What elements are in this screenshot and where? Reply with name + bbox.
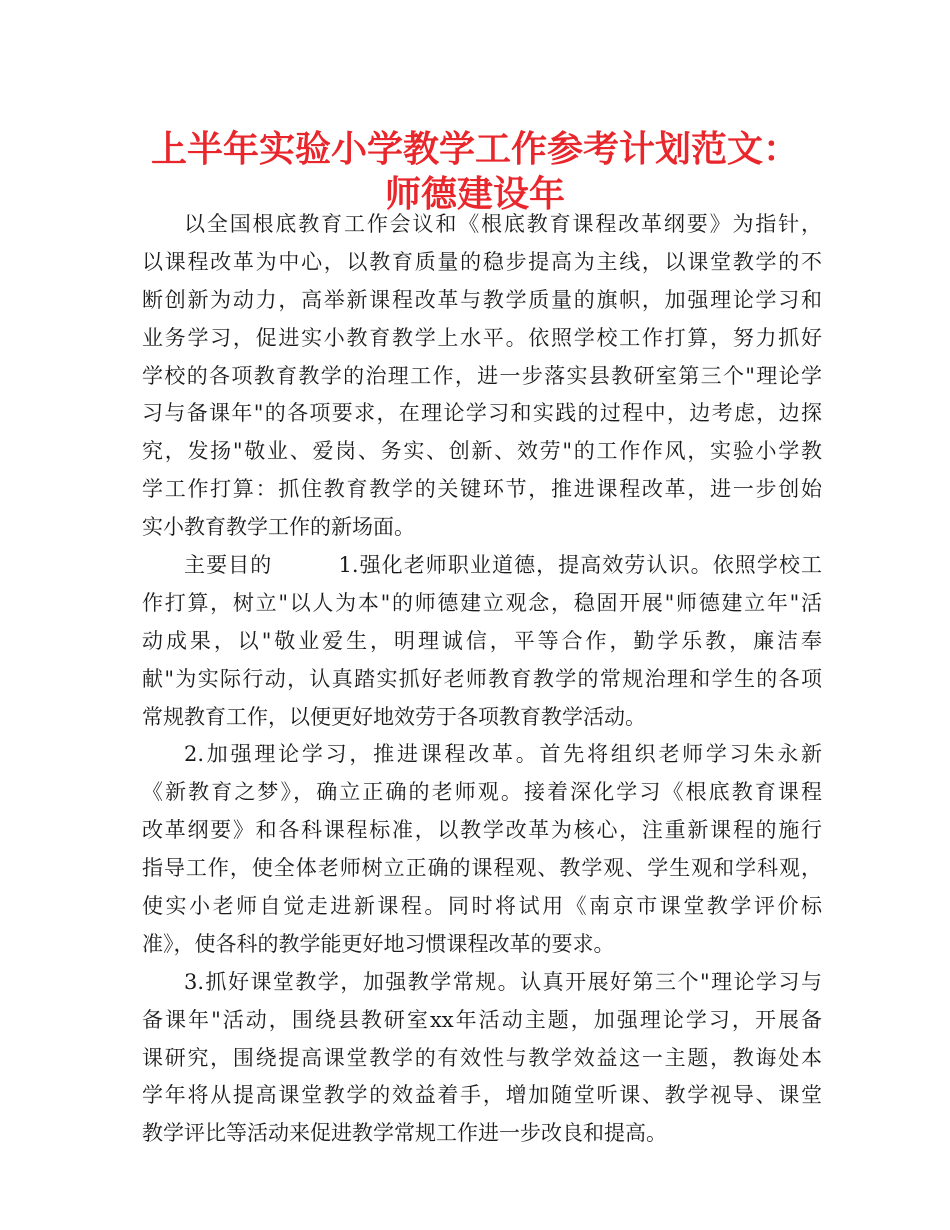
text-line: 断创新为动力，高举新课程改革与教学质量的旗帜，加强理论学习和 xyxy=(142,287,822,312)
text-line: 2.加强理论学习，推进课程改革。首先将组织老师学习朱永新 xyxy=(184,742,822,767)
text-line: 以全国根底教育工作会议和《根底教育课程改革纲要》为指针， xyxy=(184,212,822,236)
text-line: 课研究，围绕提高课堂教学的有效性与教学效益这一主题，教诲处本 xyxy=(142,1045,822,1070)
text-line: 备课年"活动，围绕县教研室xx年活动主题，加强理论学习，开展备 xyxy=(142,1007,822,1032)
text-line: 《新教育之梦》，确立正确的老师观。接着深化学习《根底教育课程 xyxy=(142,780,822,805)
text-line: 献"为实际行动，认真踏实抓好老师教育教学的常规治理和学生的各项 xyxy=(142,666,822,691)
text-line: 3.抓好课堂教学，加强教学常规。认真开展好第三个"理论学习与 xyxy=(184,969,822,994)
text-line: 使实小老师自觉走进新课程。同时将试用《南京市课堂教学评价标 xyxy=(142,894,822,919)
text-line: 指导工作，使全体老师树立正确的课程观、教学观、学生观和学科观， xyxy=(142,856,822,881)
text-line: 准》，使各科的教学能更好地习惯课程改革的要求。 xyxy=(142,931,615,956)
text-line: 学年将从提高课堂教学的效益着手，增加随堂听课、教学视导、课堂 xyxy=(142,1083,822,1108)
text-line: 以课程改革为中心，以教育质量的稳步提高为主线，以课堂教学的不 xyxy=(142,249,822,274)
text-line: 习与备课年"的各项要求，在理论学习和实践的过程中，边考虑，边探 xyxy=(142,401,822,426)
text-line: 学校的各项教育教学的治理工作，进一步落实县教研室第三个"理论学 xyxy=(142,363,822,388)
text-line: 实小教育教学工作的新场面。 xyxy=(142,515,415,540)
text-line: 学工作打算：抓住教育教学的关键环节，推进课程改革，进一步创始 xyxy=(142,477,822,502)
text-line: 动成果，以"敬业爱生，明理诚信，平等合作，勤学乐教，廉洁奉 xyxy=(142,628,822,653)
text-line: 究，发扬"敬业、爱岗、务实、创新、效劳"的工作作风，实验小学教 xyxy=(142,439,822,464)
document-body xyxy=(142,206,822,1153)
document-title-line-2: 师德建设年 xyxy=(384,174,565,215)
text-line: 改革纲要》和各科课程标准，以教学改革为核心，注重新课程的施行 xyxy=(142,818,822,843)
text-line: 作打算，树立"以人为本"的师德建立观念，稳固开展"师德建立年"活 xyxy=(142,590,822,615)
text-line: 业务学习，促进实小教育教学上水平。依照学校工作打算，努力抓好 xyxy=(142,325,822,350)
text-line: 主要目的 1.强化老师职业道德，提高效劳认识。依照学校工 xyxy=(184,553,822,578)
document-title-line-1: 上半年实验小学教学工作参考计划范文： xyxy=(150,129,799,170)
text-line: 常规教育工作，以便更好地效劳于各项教育教学活动。 xyxy=(142,704,646,729)
text-line: 教学评比等活动来促进教学常规工作进一步改良和提高。 xyxy=(142,1121,667,1146)
